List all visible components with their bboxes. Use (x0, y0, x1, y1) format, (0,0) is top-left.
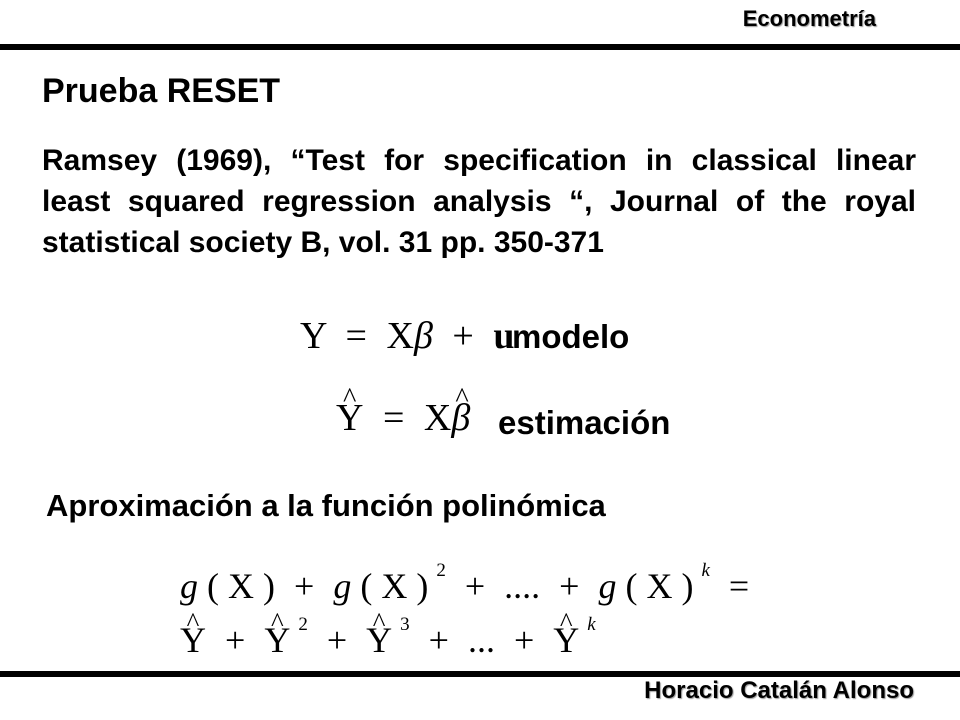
yhat-term-k: ^ Y $^k$ (553, 620, 595, 660)
header-rule (0, 44, 960, 50)
yhat-term-2: ^ Y $^2$ (264, 620, 308, 660)
citation-text: Ramsey (1969), “Test for specification in classical linear least squared regression analysis “, Journal of the royal statistical society B, vol. 31 pp. 350-371 (42, 144, 916, 259)
model-equals: = (345, 315, 367, 357)
slide-title: Prueba RESET (42, 72, 281, 110)
poly-plus-1: + (294, 566, 315, 606)
section-heading: Aproximación a la función polinómica (46, 488, 606, 523)
poly-dots: .... (504, 566, 541, 606)
poly-term-k: g ( X ) $^k$ (598, 560, 710, 606)
header-title: Econometría (742, 6, 876, 31)
yhat-plus-2: + (326, 620, 348, 660)
yhat-term-3: ^ Y $^3$ (366, 620, 410, 660)
poly-term-1: g ( X ) (180, 566, 275, 606)
yhat-dots: ... (467, 620, 495, 660)
yhat-plus-4: + (513, 620, 535, 660)
model-lhs: Y (300, 315, 327, 357)
poly-term-2: g ( X ) $^2$ (333, 560, 446, 606)
model-plus: + (452, 315, 474, 357)
yhat-term-1: ^ Y (180, 619, 206, 661)
model-label: modelo (512, 318, 630, 355)
poly-plus-3: + (559, 566, 580, 606)
polynomial-equation-line-2 (180, 614, 596, 661)
estimation-equation (336, 396, 470, 440)
yhat-plus-1: + (225, 620, 246, 660)
estimation-x: X (423, 397, 452, 439)
poly-plus-2: + (464, 566, 486, 606)
model-x: X (386, 315, 414, 357)
estimation-lhs: ^ Y (336, 396, 363, 440)
poly-equals: = (728, 566, 750, 606)
polynomial-equation-line-1 (180, 560, 759, 607)
estimation-label: estimación (498, 404, 671, 441)
estimation-beta: ^ β (451, 396, 470, 440)
model-equation (300, 314, 514, 358)
yhat-plus-3: + (428, 620, 449, 660)
model-beta: β (413, 315, 433, 357)
estimation-equals: = (382, 397, 405, 439)
footer-author: Horacio Catalán Alonso (644, 677, 914, 704)
model-error: u (493, 315, 515, 357)
